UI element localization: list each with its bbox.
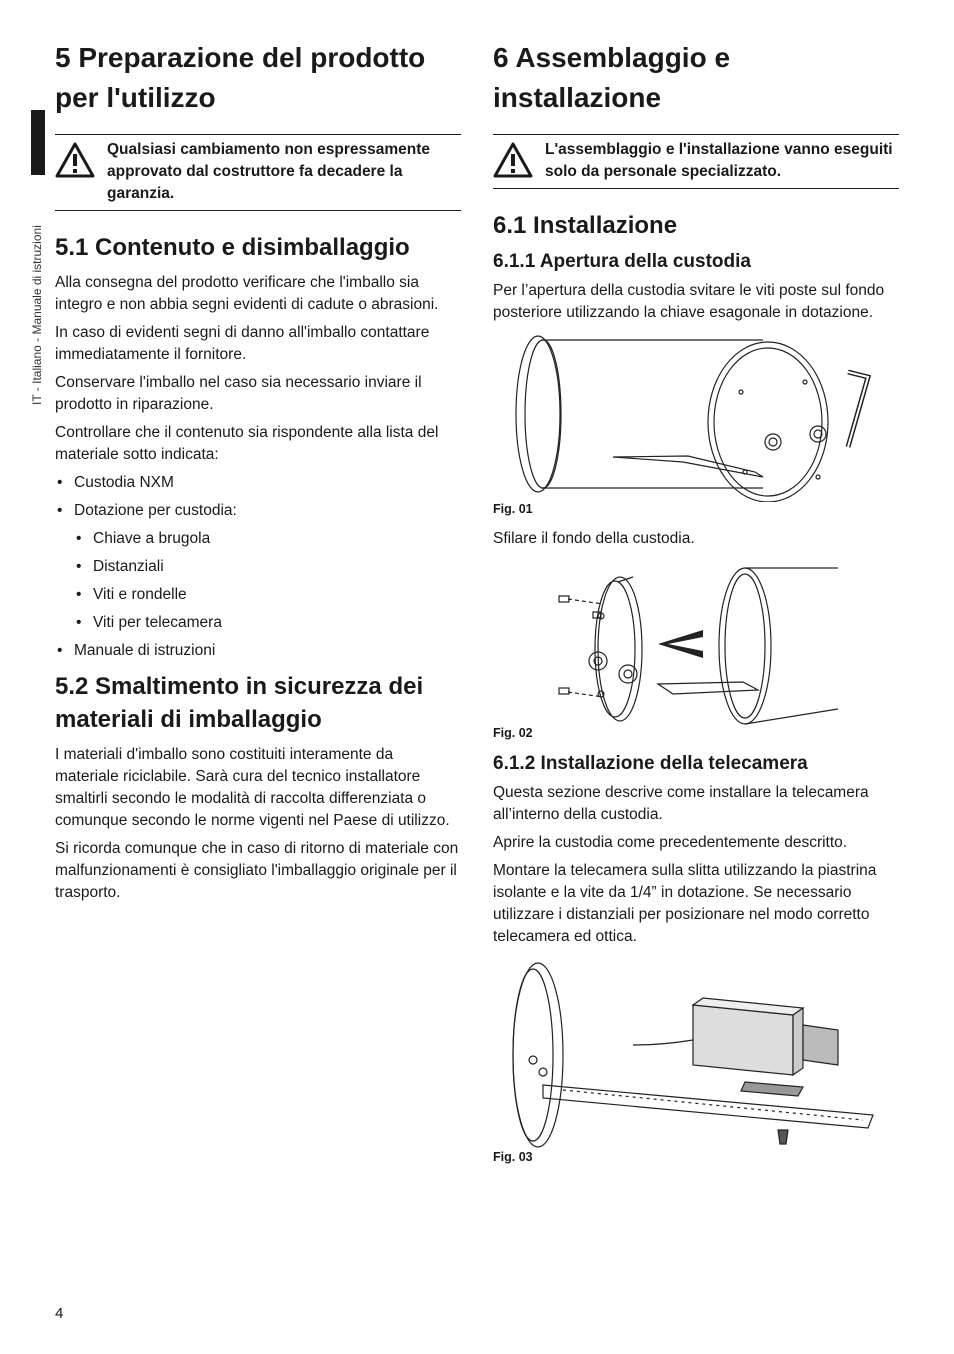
warning-text: L'assemblaggio e l'installazione vanno eseguiti solo da personale specializzato.: [545, 141, 893, 180]
camera-mount-illustration: [493, 960, 899, 1150]
figure-caption: Fig. 03: [493, 1150, 533, 1164]
chapter-title-5: 5 Preparazione del prodotto per l'utilizzo: [55, 42, 426, 113]
warning-icon: [493, 139, 533, 183]
section-title-5-1: 5.1 Contenuto e disimballaggio: [55, 234, 410, 261]
paragraph: I materiali d'imballo sono costituiti interamente da materiale riciclabile. Sarà cura del tecnico installatore smaltirli secondo le modalità di raccolta differenziata o comunque secondo le norme vigenti nel Paese di utilizzo.: [55, 746, 450, 829]
contents-sublist: [55, 528, 461, 634]
list-item: • Chiave a brugola: [74, 528, 461, 550]
sidebar-label: IT - Italiano - Manuale di istruzioni: [30, 225, 44, 405]
list-item: • Custodia NXM: [55, 472, 461, 494]
paragraph: Alla consegna del prodotto verificare che l'imballo sia integro e non abbia segni evidenti di cadute o abrasioni.: [55, 274, 439, 313]
figure-01-housing: [493, 332, 899, 516]
subsection-title-6-1-2: 6.1.2 Installazione della telecamera: [493, 753, 808, 774]
section-title-6-1: 6.1 Installazione: [493, 212, 678, 239]
paragraph: Aprire la custodia come precedentemente descritto.: [493, 834, 848, 851]
paragraph: Si ricorda comunque che in caso di ritorno di materiale con malfunzionamenti è consigliato l'imballaggio originale per il trasporto.: [55, 840, 459, 901]
page-number: 4: [55, 1305, 64, 1322]
list-item: • Viti e rondelle: [74, 584, 461, 606]
paragraph: Conservare l'imballo nel caso sia necessario inviare il prodotto in riparazione.: [55, 374, 422, 413]
warning-box: [493, 134, 899, 189]
list-item: • Viti per telecamera: [74, 612, 461, 634]
warning-box: [55, 134, 461, 211]
list-item: • Dotazione per custodia:: [55, 500, 461, 522]
paragraph: In caso di evidenti segni di danno all'imballo contattare immediatamente il fornitore.: [55, 324, 430, 363]
right-column: [493, 38, 899, 1176]
paragraph: Per l’apertura della custodia svitare le viti poste sul fondo posteriore utilizzando la chiave esagonale in dotazione.: [493, 282, 885, 321]
contents-list: [55, 472, 461, 522]
chapter-title-6: 6 Assemblaggio e installazione: [493, 42, 731, 113]
figure-02-rear-cover: [493, 564, 899, 740]
figure-caption: Fig. 01: [493, 502, 533, 516]
housing-illustration: [493, 332, 899, 502]
contents-list-end: [55, 640, 461, 662]
sidebar-marker: [31, 110, 45, 175]
figure-03-camera-mount: [493, 960, 899, 1164]
figure-caption: Fig. 02: [493, 726, 533, 740]
warning-icon: [55, 139, 95, 205]
paragraph: Controllare che il contenuto sia rispondente alla lista del materiale sotto indicata:: [55, 424, 439, 463]
section-title-5-2: 5.2 Smaltimento in sicurezza dei materiali di imballaggio: [55, 673, 424, 733]
paragraph: Questa sezione descrive come installare la telecamera all’interno della custodia.: [493, 784, 869, 823]
warning-text: Qualsiasi cambiamento non espressamente approvato dal costruttore fa decadere la garanzia.: [107, 141, 431, 202]
subsection-title-6-1-1: 6.1.1 Apertura della custodia: [493, 251, 751, 272]
paragraph: Sfilare il fondo della custodia.: [493, 530, 695, 547]
rear-cover-illustration: [493, 564, 899, 726]
paragraph: Montare la telecamera sulla slitta utilizzando la piastrina isolante e la vite da 1/4” in dotazione. Se necessario utilizzare i distanziali per posizionare nel modo corretto telecamera ed ottica.: [493, 862, 877, 945]
list-item: • Distanziali: [74, 556, 461, 578]
list-item: • Manuale di istruzioni: [55, 640, 461, 662]
left-column: [55, 38, 461, 910]
